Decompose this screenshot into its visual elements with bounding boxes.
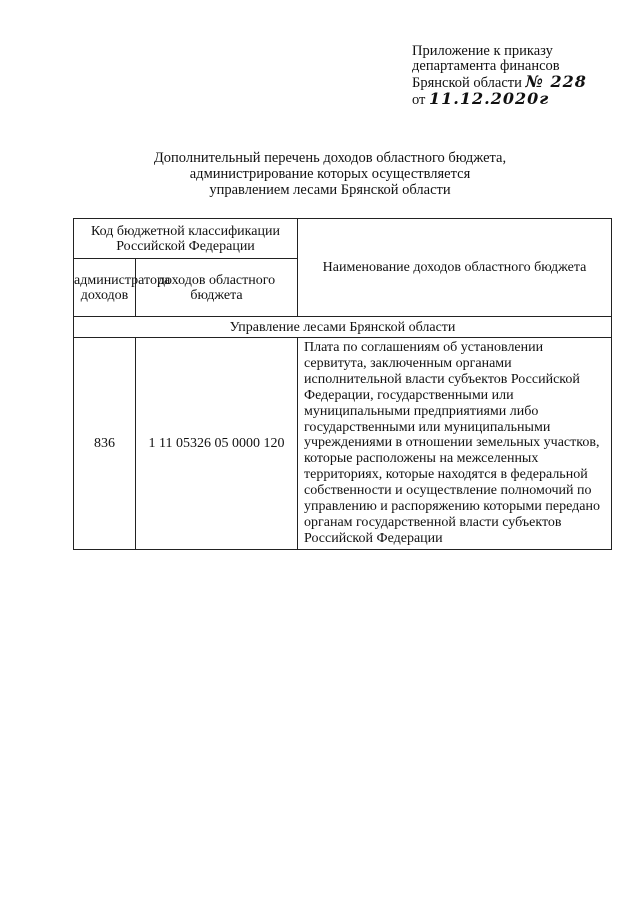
- appendix-line: департамента финансов: [412, 58, 560, 74]
- admin-code: 836: [74, 338, 136, 550]
- table-header-row: [74, 219, 612, 259]
- appendix-line: Приложение к приказу: [412, 43, 553, 59]
- section-title: Управление лесами Брянской области: [74, 317, 612, 338]
- order-date: 11.12.2020г: [429, 89, 550, 108]
- title-line: Дополнительный перечень доходов областного бюджета,: [153, 150, 507, 166]
- income-name: Плата по соглашениям об установлении сервитута, заключенным органами исполнительной власти субъектов Российской Федерации, государственными или муниципальными предприятиями либо государственными или муниципальными учреждениями в отношении земельных участков, которые расположены на межселенных территориях, которые находятся в федеральной собственности и осуществление полномочий по управлению и распоряжению которыми передано органам государственной власти субъектов Российской Федерации: [298, 338, 612, 550]
- budget-code: 1 11 05326 05 0000 120: [136, 338, 298, 550]
- appendix-block: [412, 44, 632, 108]
- section-row: [74, 317, 612, 338]
- order-number: № 228: [525, 72, 587, 91]
- title-line: администрирование которых осуществляется: [189, 166, 471, 182]
- appendix-line: [412, 91, 632, 108]
- header-admin: администратора доходов: [74, 259, 136, 317]
- income-table: [73, 218, 612, 550]
- header-code: Код бюджетной классификации Российской Федерации: [74, 219, 298, 259]
- header-income: доходов областного бюджета: [136, 259, 298, 317]
- title-line: управлением лесами Брянской области: [209, 182, 451, 198]
- table-row: [74, 338, 612, 550]
- document-title: [60, 150, 600, 198]
- header-name: Наименование доходов областного бюджета: [298, 219, 612, 317]
- appendix-region: Брянской области: [412, 75, 522, 91]
- appendix-from: от: [412, 92, 426, 108]
